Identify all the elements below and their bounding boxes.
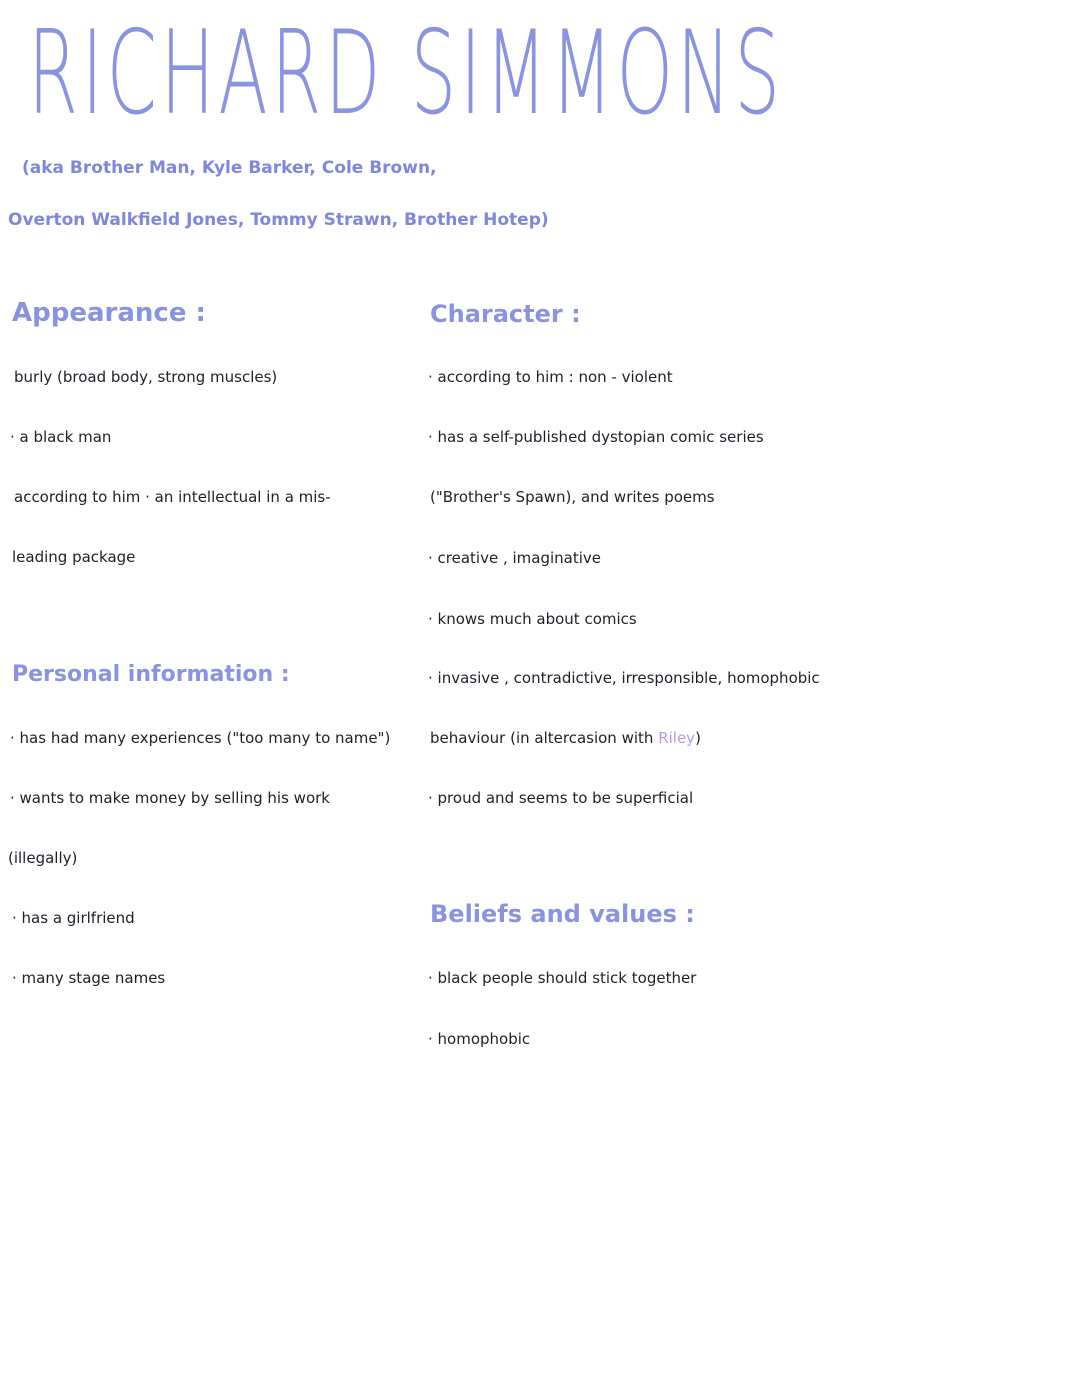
beliefs-heading: Beliefs and values : (430, 900, 695, 928)
personal-line: · wants to make money by selling his work (10, 789, 330, 807)
personal-line: (illegally) (8, 849, 78, 867)
page-title: RICHARD SIMMONS (28, 6, 784, 141)
riley-name: Riley (658, 729, 696, 747)
personal-line: · has a girlfriend (12, 909, 135, 927)
character-heading: Character : (430, 300, 581, 328)
personal-heading: Personal information : (12, 662, 290, 687)
character-line: · invasive , contradictive, irresponsible, homophobic (428, 669, 820, 687)
beliefs-line: · black people should stick together (428, 969, 697, 987)
appearance-heading: Appearance : (12, 298, 206, 328)
appearance-line: burly (broad body, strong muscles) (14, 368, 278, 386)
character-line: · proud and seems to be superficial (428, 789, 694, 807)
character-behaviour-line (430, 729, 701, 747)
character-line: · knows much about comics (428, 610, 637, 628)
beliefs-line: · homophobic (428, 1030, 531, 1048)
character-line: ("Brother's Spawn), and writes poems (430, 488, 715, 506)
behaviour-suffix: ) (695, 729, 701, 747)
aka-line-2: Overton Walkfield Jones, Tommy Strawn, Brother Hotep) (8, 210, 549, 230)
character-line: · has a self-published dystopian comic series (428, 428, 764, 446)
behaviour-prefix: behaviour (in altercasion with (430, 729, 659, 747)
appearance-line: according to him · an intellectual in a mis- (14, 488, 331, 506)
character-line: · creative , imaginative (428, 549, 602, 567)
appearance-line: · a black man (10, 428, 112, 446)
character-line: · according to him : non - violent (428, 368, 673, 386)
aka-line-1: (aka Brother Man, Kyle Barker, Cole Brown, (22, 158, 437, 178)
personal-line: · has had many experiences ("too many to name") (10, 729, 391, 747)
appearance-line: leading package (12, 548, 136, 566)
personal-line: · many stage names (12, 969, 166, 987)
